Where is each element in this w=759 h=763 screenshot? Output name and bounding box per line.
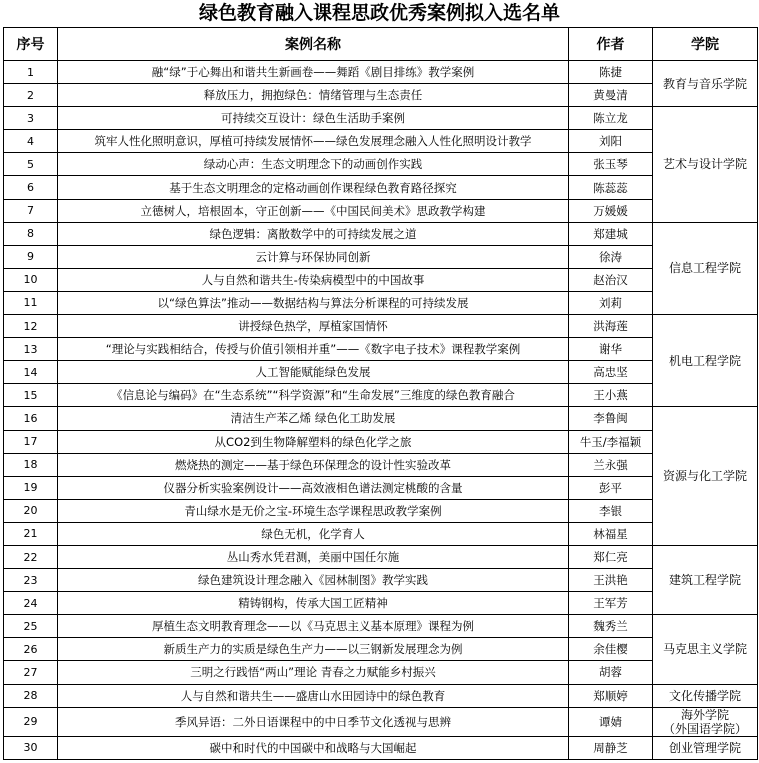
row-case-name: 云计算与环保协同创新: [58, 245, 569, 268]
row-author: 黄曼清: [569, 84, 653, 107]
table-row: [4, 153, 758, 176]
row-seq: 4: [4, 130, 58, 153]
row-seq: 6: [4, 176, 58, 199]
row-case-name: 燃烧热的测定——基于绿色环保理念的设计性实验改革: [58, 453, 569, 476]
row-author: 周静芝: [569, 736, 653, 759]
table-row: [4, 545, 758, 568]
row-case-name: “理论与实践相结合，传授与价值引领相并重”——《数字电子技术》课程教学案例: [58, 338, 569, 361]
table-body: [4, 61, 758, 760]
row-author: 谢华: [569, 338, 653, 361]
row-dept: 建筑工程学院: [653, 545, 758, 614]
row-case-name: 人工智能赋能绿色发展: [58, 361, 569, 384]
row-author: 谭婧: [569, 707, 653, 736]
row-author: 陈蕊蕊: [569, 176, 653, 199]
row-seq: 5: [4, 153, 58, 176]
row-seq: 2: [4, 84, 58, 107]
table-row: [4, 384, 758, 407]
row-seq: 18: [4, 453, 58, 476]
row-case-name: 绿色无机，化学育人: [58, 522, 569, 545]
row-author: 徐涛: [569, 245, 653, 268]
row-seq: 28: [4, 684, 58, 707]
case-list-table: [3, 27, 758, 760]
row-seq: 19: [4, 476, 58, 499]
header-name: 案例名称: [58, 28, 569, 61]
row-seq: 25: [4, 615, 58, 638]
table-row: [4, 130, 758, 153]
row-dept: 马克思主义学院: [653, 615, 758, 684]
table-row: [4, 315, 758, 338]
row-case-name: 立德树人，培根固本，守正创新——《中国民间美术》思政教学构建: [58, 199, 569, 222]
row-case-name: 基于生态文明理念的定格动画创作课程绿色教育路径探究: [58, 176, 569, 199]
row-dept: 海外学院 （外国语学院）: [653, 707, 758, 736]
row-seq: 10: [4, 268, 58, 291]
table-row: [4, 707, 758, 736]
row-seq: 27: [4, 661, 58, 684]
table-row: [4, 268, 758, 291]
row-case-name: 绿动心声：生态文明理念下的动画创作实践: [58, 153, 569, 176]
row-case-name: 人与自然和谐共生——盛唐山水田园诗中的绿色教育: [58, 684, 569, 707]
row-dept: 信息工程学院: [653, 222, 758, 314]
row-seq: 17: [4, 430, 58, 453]
row-case-name: 清洁生产苯乙烯 绿色化工助发展: [58, 407, 569, 430]
row-dept: 创业管理学院: [653, 736, 758, 759]
row-case-name: 厚植生态文明教育理念——以《马克思主义基本原理》课程为例: [58, 615, 569, 638]
table-row: [4, 661, 758, 684]
table-row: [4, 338, 758, 361]
row-dept: 文化传播学院: [653, 684, 758, 707]
row-case-name: 释放压力，拥抱绿色：情绪管理与生态责任: [58, 84, 569, 107]
table-row: [4, 453, 758, 476]
row-author: 林福星: [569, 522, 653, 545]
row-case-name: 从CO2到生物降解塑料的绿色化学之旅: [58, 430, 569, 453]
table-row: [4, 569, 758, 592]
row-author: 赵治汉: [569, 268, 653, 291]
row-author: 余佳樱: [569, 638, 653, 661]
row-author: 王小燕: [569, 384, 653, 407]
row-seq: 9: [4, 245, 58, 268]
row-author: 高忠坚: [569, 361, 653, 384]
table-row: [4, 430, 758, 453]
table-row: [4, 245, 758, 268]
table-row: [4, 291, 758, 314]
row-case-name: 绿色逻辑：离散数学中的可持续发展之道: [58, 222, 569, 245]
row-case-name: 三明之行践悟“两山”理论 青春之力赋能乡村振兴: [58, 661, 569, 684]
row-seq: 8: [4, 222, 58, 245]
row-author: 郑仁亮: [569, 545, 653, 568]
table-row: [4, 176, 758, 199]
table-row: [4, 107, 758, 130]
table-row: [4, 199, 758, 222]
row-dept: 机电工程学院: [653, 315, 758, 407]
table-row: [4, 84, 758, 107]
row-case-name: 筑牢人性化照明意识，厚植可持续发展情怀——绿色发展理念融入人性化照明设计教学: [58, 130, 569, 153]
table-row: [4, 638, 758, 661]
row-author: 李银: [569, 499, 653, 522]
row-dept: 艺术与设计学院: [653, 107, 758, 222]
row-seq: 22: [4, 545, 58, 568]
row-case-name: 绿色建筑设计理念融入《园林制图》教学实践: [58, 569, 569, 592]
row-seq: 23: [4, 569, 58, 592]
page-title: 绿色教育融入课程思政优秀案例拟入选名单: [198, 2, 560, 24]
table-header-row: [4, 28, 758, 61]
row-author: 郑建城: [569, 222, 653, 245]
row-seq: 20: [4, 499, 58, 522]
row-author: 陈立龙: [569, 107, 653, 130]
row-dept: 教育与音乐学院: [653, 61, 758, 107]
row-case-name: 季风异语：二外日语课程中的中日季节文化透视与思辨: [58, 707, 569, 736]
table-row: [4, 592, 758, 615]
row-seq: 30: [4, 736, 58, 759]
row-case-name: 青山绿水是无价之宝-环境生态学课程思政教学案例: [58, 499, 569, 522]
row-case-name: 可持续交互设计：绿色生活助手案例: [58, 107, 569, 130]
row-author: 王军芳: [569, 592, 653, 615]
row-author: 洪海莲: [569, 315, 653, 338]
row-dept: 资源与化工学院: [653, 407, 758, 546]
row-case-name: 精铸钢构，传承大国工匠精神: [58, 592, 569, 615]
table-row: [4, 61, 758, 84]
row-seq: 1: [4, 61, 58, 84]
row-author: 王洪艳: [569, 569, 653, 592]
row-case-name: 人与自然和谐共生-传染病模型中的中国故事: [58, 268, 569, 291]
row-author: 刘莉: [569, 291, 653, 314]
row-author: 张玉琴: [569, 153, 653, 176]
row-seq: 24: [4, 592, 58, 615]
table-row: [4, 615, 758, 638]
row-seq: 15: [4, 384, 58, 407]
row-seq: 7: [4, 199, 58, 222]
table-row: [4, 361, 758, 384]
table-row: [4, 522, 758, 545]
row-author: 万媛媛: [569, 199, 653, 222]
row-seq: 26: [4, 638, 58, 661]
table-row: [4, 222, 758, 245]
table-row: [4, 407, 758, 430]
table-row: [4, 736, 758, 759]
row-case-name: 仪器分析实验案例设计——高效液相色谱法测定桃酸的含量: [58, 476, 569, 499]
row-author: 牛玉/李福颖: [569, 430, 653, 453]
table-row: [4, 684, 758, 707]
row-author: 兰永强: [569, 453, 653, 476]
row-case-name: 讲授绿色热学，厚植家国情怀: [58, 315, 569, 338]
row-case-name: 碳中和时代的中国碳中和战略与大国崛起: [58, 736, 569, 759]
row-author: 李鲁闽: [569, 407, 653, 430]
row-seq: 3: [4, 107, 58, 130]
row-case-name: 《信息论与编码》在“生态系统”“科学资源”和“生命发展”三维度的绿色教育融合: [58, 384, 569, 407]
row-case-name: 新质生产力的实质是绿色生产力——以三钢新发展理念为例: [58, 638, 569, 661]
row-case-name: 丛山秀水凭君测，美丽中国任尔施: [58, 545, 569, 568]
row-author: 彭平: [569, 476, 653, 499]
row-seq: 12: [4, 315, 58, 338]
row-author: 陈捷: [569, 61, 653, 84]
row-seq: 29: [4, 707, 58, 736]
table-row: [4, 499, 758, 522]
row-case-name: 以“绿色算法”推动——数据结构与算法分析课程的可持续发展: [58, 291, 569, 314]
table-row: [4, 476, 758, 499]
header-author: 作者: [569, 28, 653, 61]
row-author: 魏秀兰: [569, 615, 653, 638]
row-seq: 11: [4, 291, 58, 314]
row-author: 刘阳: [569, 130, 653, 153]
row-case-name: 融“绿”于心舞出和谐共生新画卷——舞蹈《剧目排练》教学案例: [58, 61, 569, 84]
row-seq: 16: [4, 407, 58, 430]
row-seq: 13: [4, 338, 58, 361]
header-dept: 学院: [653, 28, 758, 61]
row-author: 胡蓉: [569, 661, 653, 684]
row-author: 郑顺婷: [569, 684, 653, 707]
row-seq: 21: [4, 522, 58, 545]
row-seq: 14: [4, 361, 58, 384]
header-seq: 序号: [4, 28, 58, 61]
